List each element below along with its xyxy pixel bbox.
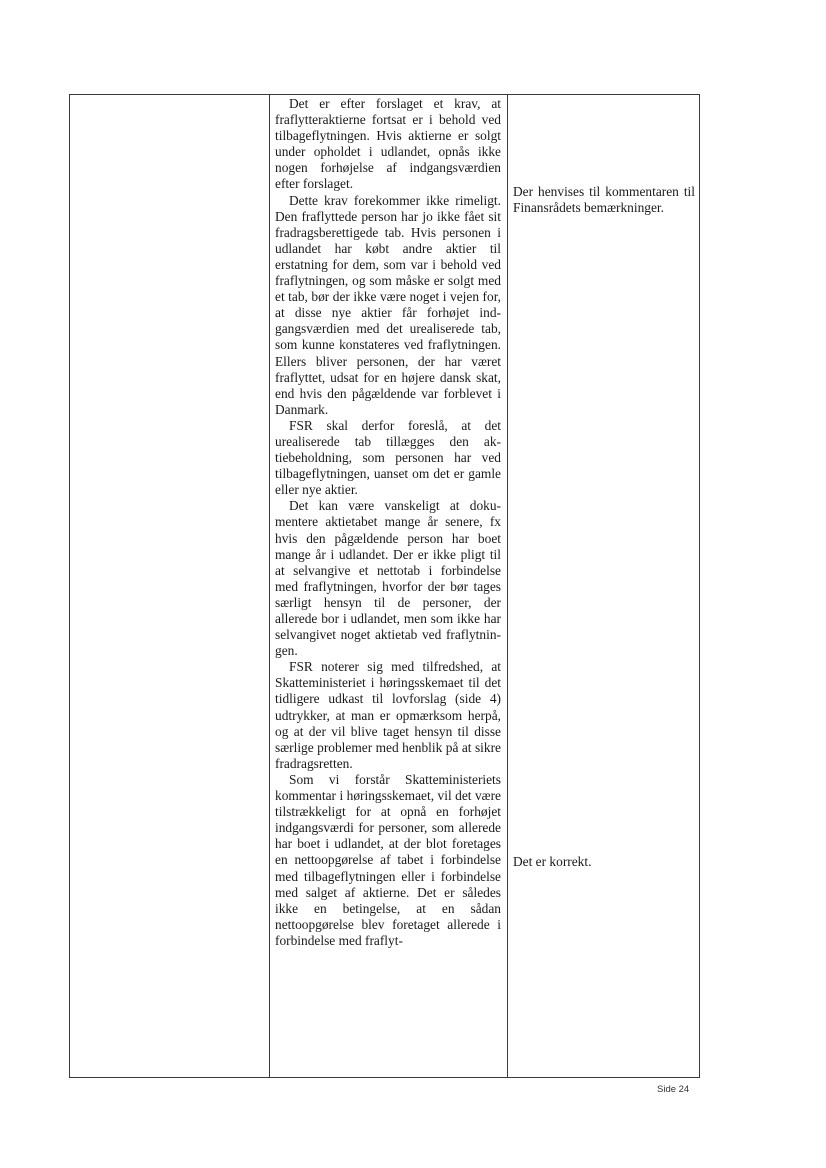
response-paragraph: Som vi forstår Skatteministeriets kommentar i høringsskemaet, vil det være tilstrækkeligt for at opnå en forhøjet indgangsværdi for personer, som allerede har boet i udlandet, at der blot foretages en nettoopgørelse af tabet i forbindelse med tilbageflytningen eller i forbindelse med salget af aktierne. Det er således ikke en betingelse, at en sådan nettoopgørelse blev foretaget allerede i forbindelse med fraflyt- bbox=[275, 771, 501, 948]
response-paragraph: Dette krav forekommer ikke rimeligt. Den fraflyttede person har jo ikke fået sit fradragsberettigede tab. Hvis personen i udlandet har købt andre aktier til erstatning for dem, som var i behold ved fraflytningen, og som måske er solgt med et tab, bør der ikke være noget i vejen for, at disse nye aktier får forhøjet indgangsværdien med det urealiserede tab, som kunne konstateres ved fraflytningen. Ellers bliver personen, der har været fraflyttet, udsat for en højere dansk skat, end hvis den pågældende var forblevet i Danmark. bbox=[275, 192, 501, 417]
response-paragraph: Det er efter forslaget et krav, at fraflytteraktierne fortsat er i behold ved tilbageflytningen. Hvis aktierne er solgt under opholdet i udlandet, opnås ikke nogen forhøjelse af indgangsværdien efter forslaget. bbox=[275, 96, 501, 192]
comment-table bbox=[69, 94, 700, 1078]
consultation-response-column bbox=[275, 96, 501, 949]
ministry-comment: Det er korrekt. bbox=[513, 854, 592, 869]
response-paragraph: FSR noterer sig med tilfredshed, at Skatteministeriet i høringsskemaet til det tidligere udkast til lovforslag (side 4) udtrykker, at man er opmærksom herpå, og at der vil blive taget hensyn til disse særlige problemer med henblik på at sikre fradragsretten. bbox=[275, 659, 501, 771]
response-paragraph: FSR skal derfor foreslå, at det urealiserede tab tillægges den aktiebeholdning, som personen har ved tilbageflytningen, uanset om det er gamle eller nye aktier. bbox=[275, 417, 501, 498]
column-divider bbox=[507, 95, 508, 1077]
column-divider bbox=[269, 95, 270, 1077]
page-number: Side 24 bbox=[657, 1084, 690, 1095]
ministry-comment: Der henvises til kommentaren til Finansrådets bemærkninger. bbox=[513, 184, 695, 216]
response-paragraph: Det kan være vanskeligt at dokumentere aktietabet mange år senere, fx hvis den pågældende person har boet mange år i udlandet. Der er ikke pligt til at selvangive et nettotab i forbindelse med fraflytningen, hvorfor der bør tages særligt hensyn til de personer, der allerede bor i udlandet, men som ikke har selvangivet noget aktietab ved fraflytningen. bbox=[275, 498, 501, 659]
